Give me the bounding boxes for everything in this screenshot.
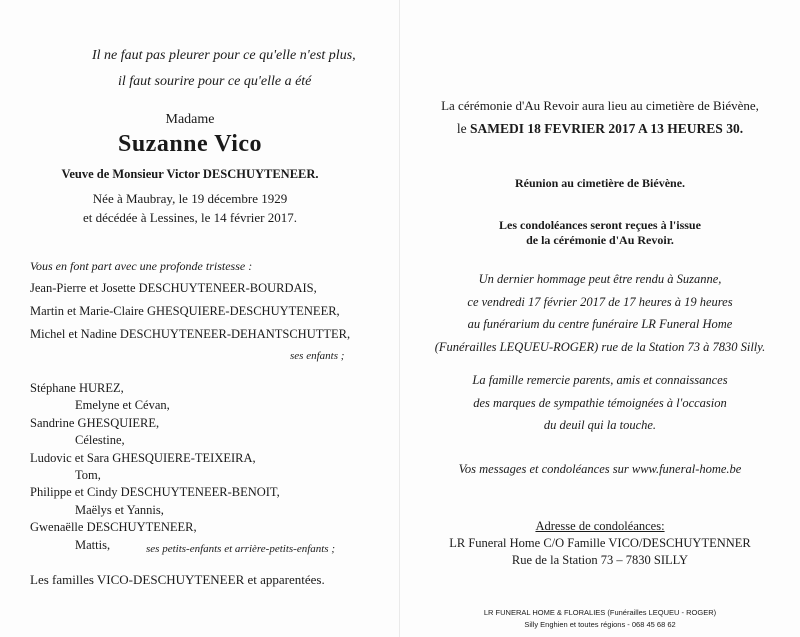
footer-line-2: Silly Enghien et toutes régions - 068 45 68 62 <box>524 620 676 629</box>
grandchild-entry: Célestine, <box>75 433 125 448</box>
thanks-line: du deuil qui la touche. <box>543 418 657 433</box>
address-title: Adresse de condoléances: <box>535 519 665 533</box>
ceremony-line-2 <box>400 121 800 137</box>
grandchild-entry: Philippe et Cindy DESCHUYTENEER-BENOIT, <box>30 485 280 500</box>
ceremony-date: SAMEDI 18 FEVRIER 2017 A 13 HEURES 30. <box>470 121 744 136</box>
child-entry: Michel et Nadine DESCHUYTENEER-DEHANTSCHUTTER, <box>30 327 351 341</box>
birth-info: Née à Maubray, le 19 décembre 1929 <box>92 191 288 206</box>
quote-line-1: Il ne faut pas pleurer pour ce qu'elle n'est plus, <box>92 48 356 63</box>
children-label: ses enfants ; <box>290 350 345 362</box>
grandchild-entry: Emelyne et Cévan, <box>75 398 170 413</box>
quote-line-2: il faut sourire pour ce qu'elle a été <box>118 74 312 89</box>
grandchild-entry: Gwenaëlle DESCHUYTENEER, <box>30 520 197 535</box>
footer-line-1: LR FUNERAL HOME & FLORALIES (Funérailles LEQUEU - ROGER) <box>483 608 717 617</box>
tribute-line: ce vendredi 17 février 2017 de 17 heures à 19 heures <box>467 294 733 309</box>
messages-line: Vos messages et condoléances sur www.funeral-home.be <box>458 462 742 476</box>
families-line: Les familles VICO-DESCHUYTENEER et apparentées. <box>30 572 325 587</box>
ceremony-line-1: La cérémonie d'Au Revoir aura lieu au cimetière de Biévène, <box>441 98 759 113</box>
ceremony-prefix: le <box>456 121 471 136</box>
announcement-intro: Vous en font part avec une profonde tristesse : <box>30 259 253 273</box>
meeting-info: Réunion au cimetière de Biévène. <box>514 176 686 190</box>
right-panel <box>400 0 800 637</box>
tribute-line: au funérarium du centre funéraire LR Funeral Home <box>467 317 733 332</box>
grandchildren-label: ses petits-enfants et arrière-petits-enfants ; <box>146 543 336 555</box>
address-line-1: LR Funeral Home C/O Famille VICO/DESCHUYTENNER <box>449 536 751 550</box>
grandchild-entry: Stéphane HUREZ, <box>30 381 124 395</box>
death-info: et décédée à Lessines, le 14 février 2017. <box>82 210 298 225</box>
tribute-line: Un dernier hommage peut être rendu à Suzanne, <box>478 272 722 286</box>
grandchild-entry: Ludovic et Sara GHESQUIERE-TEIXEIRA, <box>30 450 256 465</box>
tribute-line: (Funérailles LEQUEU-ROGER) rue de la Station 73 à 7830 Silly. <box>434 340 766 355</box>
condolences-line-1: Les condoléances seront reçues à l'issue <box>499 218 701 232</box>
deceased-title: Madame <box>165 112 215 127</box>
child-entry: Jean-Pierre et Josette DESCHUYTENEER-BOURDAIS, <box>30 281 317 295</box>
thanks-line: La famille remercie parents, amis et connaissances <box>472 373 728 387</box>
grandchild-entry: Tom, <box>75 468 101 482</box>
grandchild-entry: Sandrine GHESQUIERE, <box>30 415 160 430</box>
grandchild-entry: Maëlys et Yannis, <box>75 502 164 517</box>
grandchild-entry: Mattis, <box>75 537 111 552</box>
thanks-line: des marques de sympathie témoignées à l'occasion <box>473 395 727 410</box>
address-line-2: Rue de la Station 73 – 7830 SILLY <box>511 553 689 567</box>
child-entry: Martin et Marie-Claire GHESQUIERE-DESCHUYTENEER, <box>30 304 340 318</box>
deceased-name: Suzanne Vico <box>117 131 263 157</box>
widow-of: Veuve de Monsieur Victor DESCHUYTENEER. <box>61 167 319 181</box>
condolences-line-2: de la cérémonie d'Au Revoir. <box>526 233 674 247</box>
